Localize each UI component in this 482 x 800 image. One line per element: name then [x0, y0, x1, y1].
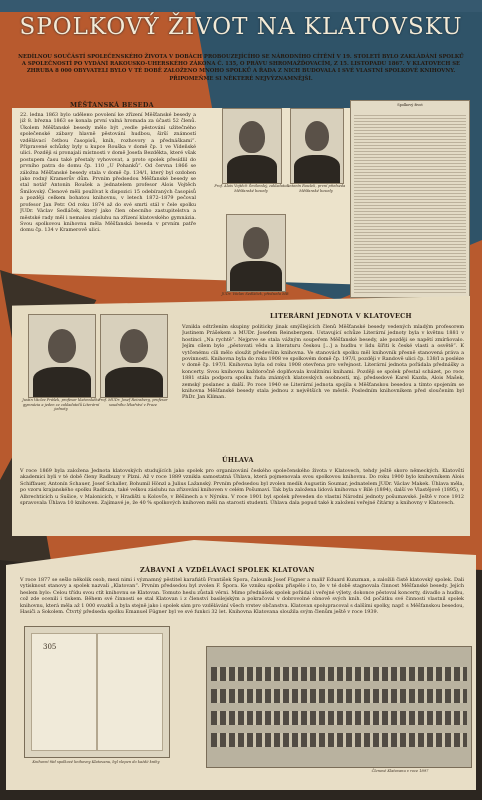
intro-text: NEDÍLNOU SOUČÁSTÍ SPOLEČENSKÉHO ŽIVOTA V DOBÁCH PROBOUZEJÍCÍHO SE NÁRODNÍHO CÍTĚNÍ V 19. STOLETÍ BYLO ZAKLÁDÁNÍ SPOLKŮ A SPOLEČNOSTÍ PO VYDÁNÍ RAKOUSKO-UHERSKÉHO ZÁKONA Č. 135, O PRÁVU SHROMAŽĎOVACÍM, Z 15. LISTOPADU 1867. V KLATOVECH SE ZHRUBA 8 000 OBYVATELI BYLO V TÉ DOBĚ ZALOŽENO MNOHO SPOLKŮ A ŘADA Z NICH BUDOVALA I SVÉ VLASTNÍ SPOLKOVÉ KNIHOVNY. PŘIPOMEŇME SI NĚKTERÉ NEJVÝZNAMNĚJŠÍ.: [18, 54, 464, 82]
section-text-zabavni: V roce 1877 se sešlo několik osob, mezi nimi i významný pěstitel karafiátů František Špora, čalouník Josef Fügner a malíř Eduard Kunzman, a založili čistě klatovský spolek. Dali vytisknout stanovy a spolek nazvali „Klatovan“. Prvním předsedou byl zvolen F. Špora. Ke vzniku spolku přispělo i to, že v té době stagnovala činnost Měšťanské besedy. Jejích heslem bylo: Celou třídu svou ctít knihovnu se Klatovan. Tomuto heslu zůstali věrni. Mimo přednášek spolek pořádal i veřejné výlety, dokonce pěstoval koncerty, divadlo a hudbu, což zde ocenili i tiskem. Během své činnosti se stal Klatovan i z členství basilejským a pokračoval v dobrovolné obnově svých knih. Od počátku své činnosti vlastnil spolek knihovnu, která měla až 1 000 svazků a byla stejně jako i spolek sám pro vzdělávání všech vrstev občanstva. Klatovan spolupracoval s dalšími spolky, např. s Měšťanskou besedou, Hasiči a Sokolem. Čtvrtý předseda spolku Emanuel Fügner byl ve své funkci 32 let. Knihovna Klatovana sloužila svým členům ještě v roce 1939.: [20, 577, 464, 616]
portrait-caption: Prof. MUDr. Josef Reinsberg, profesor soudního lékařství v Praze: [98, 398, 168, 407]
book-caption: Knihovní řád spolkové knihovny Klatovanu, byl vlepen do každé knihy: [32, 760, 160, 764]
newspaper-title: Spolkový život: [397, 103, 423, 107]
portrait-caption: JUDr. Václav Sedláček, předseda MB: [221, 292, 289, 296]
portrait-photo: [226, 214, 286, 292]
group-photo-caption: Členové Klatovanu v roce 1897: [371, 769, 429, 773]
portrait-photo: [100, 314, 168, 398]
portrait-caption: Antonín Roušek, první předseda Měšťanské besedy: [286, 184, 346, 193]
portrait-photo: [290, 108, 344, 184]
group-photo: [206, 646, 472, 768]
section-title-zabavni: ZÁBAVNÍ A VZDĚLÁVACÍ SPOLEK KLATOVAN: [140, 566, 315, 574]
section-title-mestanska: MĚŠŤANSKÁ BESEDA: [70, 101, 154, 109]
book-page-number: 305: [43, 643, 57, 651]
portrait-photo: [28, 314, 96, 398]
section-text-mestanska: 22. ledna 1863 bylo udělено povolení ke zřízení Měšťanské besedy a již 8. března 1863 se konala první valná hromada za účasti 52 členů. Úkolem Měšťanské besedy mělo být „vedle pěstování užitečného společenské zábavy hlavně pěstování hudbou, širší známostí vzdělávací četbou časopisů, knih, rozhovory a přednáškami“. Připravené schůzky byly u kupce Rouška v domě čp. 1 ve Vídeňské ulici. Později si pronajali místnosti v domě Josefa Bezděkta, které však postupem času také přestaly vyhovovat, a proto spolek přesídlil do prvního patra do domu čp. 110 „U Pohanků“. Od června 1866 se záložna Měšťanské besedy stala v domě čp. 134/1, který byl ozdoben jako rodný Kramerův dům. Prvním předsedou Měšťanské besedy se stal notář Antonín Roušek a jednatelem profesor Alois Vojtěch Šmilovský. Členové měli používat k dispozici 15 odebíraných časopisů a později celkem bohatou knihovnu, v letech 1872–1879 pečoval profesor Jan Petr. Od roku 1874 až do své smrti stál v čele spolku JUDr. Václav Sedláček, který jako člen obecního zastupitelstva a městské rady měl i nemalou zásluhu na zřízení klatovského gymnázia. Svou spolkovou knihovnu měla Měšťanská beseda v prvním patře domu čp. 134 v Kramerově ulici.: [20, 112, 196, 234]
portrait-photo: [222, 108, 282, 184]
page-title: SPOLKOVÝ ŽIVOT NA KLATOVSKU: [19, 14, 463, 40]
newspaper-clipping: [350, 100, 470, 298]
section-title-literarni: LITERÁRNÍ JEDNOTA V KLATOVECH: [270, 312, 412, 320]
portrait-caption: Prof. Alois Vojtěch Šmilovský, zakladatel Měšťanské besedy: [214, 184, 288, 193]
section-text-uhlava: V roce 1869 byla založena Jednota klatovských studujících jako spolek pro organizování českého společenského života v Klatovech, tehdy ještě skoro německých. Klatovští akademici byli v té době členy Radbuzy v Plzni. Až v roce 1889 vznikla samostatná Úhlava, která pojmenovala svou spolkovou knihovnu. Do roku 1900 bylo knihovníkem Alois Schiffauer, Antonín Schauer, Josef Schaller, Bohumil Hönzl a Julius Lažanský. Prvním předsedou byl zvolen medik Augustin Soumar, jednatelem JUDr. Václav Makek. Úhlava měla, po vzoru krajanského spolku Radbuza, také velkou zásluhu na zřizování knihoven v celém Pošumaví. Tak byla založena lidová knihovna v Bílé (1894), další ve Vlastějově (1895), v Albrechticích u Sušice, v Malonicích, v Hradišti u Kolovče, v Běšinech a v Nýrsku. V roce 1901 byl spolek převeden do vlastní Národní jednoty pošumavské. Ještě v roce 1912 spravovala Úhlava 10 knihoven. Zajímavé je, že 40 % spolkových knihoven měli na starosti studenti. Úhlava dala popud také k založení veřejné čítárny a knihovny v Klatovech.: [20, 468, 464, 507]
section-title-uhlava: ÚHLAVA: [222, 456, 254, 464]
portrait-caption: Justin Václav Prášek, profesor klatovského gymnázia a jeden ze zakladatelů Literární jednoty: [22, 398, 100, 412]
library-rules-book-photo: [24, 626, 170, 758]
section-text-literarni: Vznikla odtržením skupiny politicky jinak smýšlejících členů Měšťanské besedy vedených mladým profesorem Justinem Prášekem a MUDr. Josefem Reinsbergem. Ustavující schůze Literární jednoty byla v květnu 1881 v hostinci „Na rychtě“. Nejprve se stala vážným soupeřem Měšťanské besedy, ale později se napětí zmírňovalo. Jejím cílem bylo „pěstovati vědu a literaturu českou [...] a hudbu v lidu šířiti k české vlasti a osvětě“. K vytčenému cíli mělo sloužit především knihovna. Ve stanovách spolku měl knihovník přesně stanovená práva a povinnosti. Knihovna byla do roku 1908 ve spolkovém domě čp. 197/I, později v Randově ulici čp. 138/I a posléze v domě čp. 197/I. Knihovna byla od roku 1908 otevřena pro veřejnost. Literární jednota pořádala přednášky a koncerty. Svou knihovnu každoročně doplňovala kvalitními knihami. Později se spolek přestal scházet, po roce 1881 stála podpora spolku řada známých klatovských osobností, mj. předsedové Karel Kazda, Alois Mašek, zemský poslanec a další. Po roce 1940 se Literární jednota spojila s Měšťanskou besedou a tímto spojením se knihovna Měšťanské besedy stala jednou z největších ve městě. Posledním knihovníkem před sloučením byl PhDr. Jan Klíman.: [182, 324, 464, 401]
